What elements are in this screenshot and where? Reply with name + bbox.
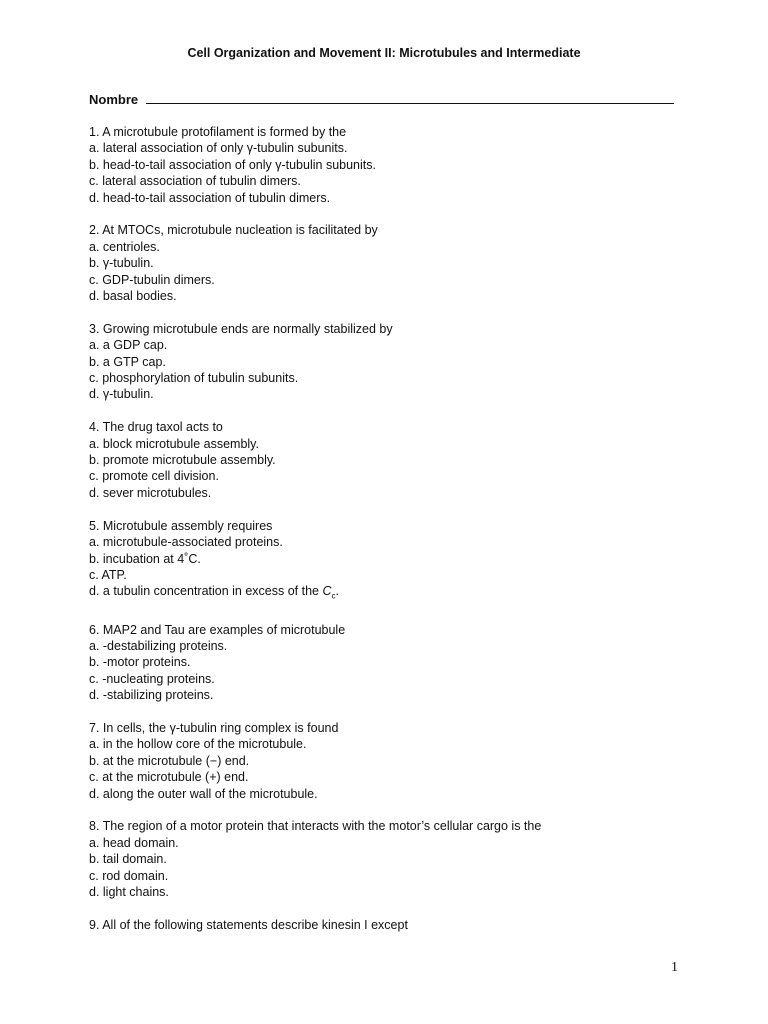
question-4 (89, 419, 709, 501)
name-blank-line (146, 92, 674, 104)
question-6 (89, 622, 709, 704)
name-label: Nombre (89, 92, 139, 107)
answer-option: c. lateral association of tubulin dimers. (89, 174, 301, 189)
question-stem: 1. A microtubule protofilament is formed by the (89, 125, 347, 139)
question-7 (89, 720, 709, 802)
question-stem: 6. MAP2 and Tau are examples of microtubule (89, 622, 346, 637)
question-stem: 4. The drug taxol acts to (89, 420, 223, 435)
answer-option: b. promote microtubule assembly. (89, 453, 276, 468)
answer-option: c. at the microtubule (+) end. (89, 770, 249, 785)
question-stem: 8. The region of a motor protein that interacts with the motor’s cellular cargo is the (89, 819, 542, 834)
question-stem: 5. Microtubule assembly requires (89, 518, 273, 533)
document-title: Cell Organization and Movement II: Microtubules and Intermediate (187, 46, 581, 60)
answer-option: d. γ-tubulin. (89, 387, 154, 402)
answer-option: d. -stabilizing proteins. (89, 688, 214, 703)
name-field-row (89, 92, 674, 107)
page-number: 1 (671, 960, 678, 975)
answer-option: a. block microtubule assembly. (89, 436, 259, 451)
answer-option: b. at the microtubule (−) end. (89, 753, 250, 768)
question-9 (89, 917, 709, 933)
question-5 (89, 518, 709, 606)
answer-option: c. rod domain. (89, 868, 169, 883)
answer-option: b. γ-tubulin. (89, 256, 154, 271)
question-3 (89, 321, 709, 403)
answer-option: a. a GDP cap. (89, 338, 168, 353)
question-2 (89, 222, 709, 304)
answer-option: b. incubation at 4˚C. (89, 551, 201, 566)
question-8 (89, 818, 709, 900)
question-stem: 2. At MTOCs, microtubule nucleation is facilitated by (89, 223, 378, 238)
answer-option: a. head domain. (89, 835, 179, 850)
answer-option: d. sever microtubules. (89, 485, 212, 500)
answer-option: a. in the hollow core of the microtubule. (89, 737, 307, 752)
answer-option: d. basal bodies. (89, 289, 177, 304)
question-stem: 7. In cells, the γ-tubulin ring complex is found (89, 721, 339, 736)
answer-option: c. phosphorylation of tubulin subunits. (89, 371, 299, 386)
answer-option: d. light chains. (89, 885, 169, 900)
answer-option: a. centrioles. (89, 239, 160, 254)
answer-option: c. -nucleating proteins. (89, 671, 215, 686)
answer-option: b. head-to-tail association of only γ-tubulin subunits. (89, 157, 376, 172)
question-stem: 3. Growing microtubule ends are normally stabilized by (89, 321, 393, 336)
answer-option: b. tail domain. (89, 852, 167, 867)
answer-option: a. lateral association of only γ-tubulin subunits. (89, 141, 348, 156)
question-1 (89, 124, 709, 206)
question-stem: 9. All of the following statements describe kinesin I except (89, 917, 408, 932)
answer-option: d. along the outer wall of the microtubule. (89, 786, 318, 801)
answer-option: a. microtubule-associated proteins. (89, 535, 283, 550)
answer-option: c. ATP. (89, 567, 127, 582)
question-list (89, 124, 709, 950)
answer-option: a. -destabilizing proteins. (89, 639, 228, 654)
answer-option: c. promote cell division. (89, 469, 219, 484)
answer-option: c. GDP-tubulin dimers. (89, 272, 215, 287)
answer-option: b. a GTP cap. (89, 354, 166, 369)
answer-option: b. -motor proteins. (89, 655, 191, 670)
answer-option: d. a tubulin concentration in excess of the $C_c$. (89, 584, 339, 601)
answer-option: d. head-to-tail association of tubulin dimers. (89, 190, 331, 205)
